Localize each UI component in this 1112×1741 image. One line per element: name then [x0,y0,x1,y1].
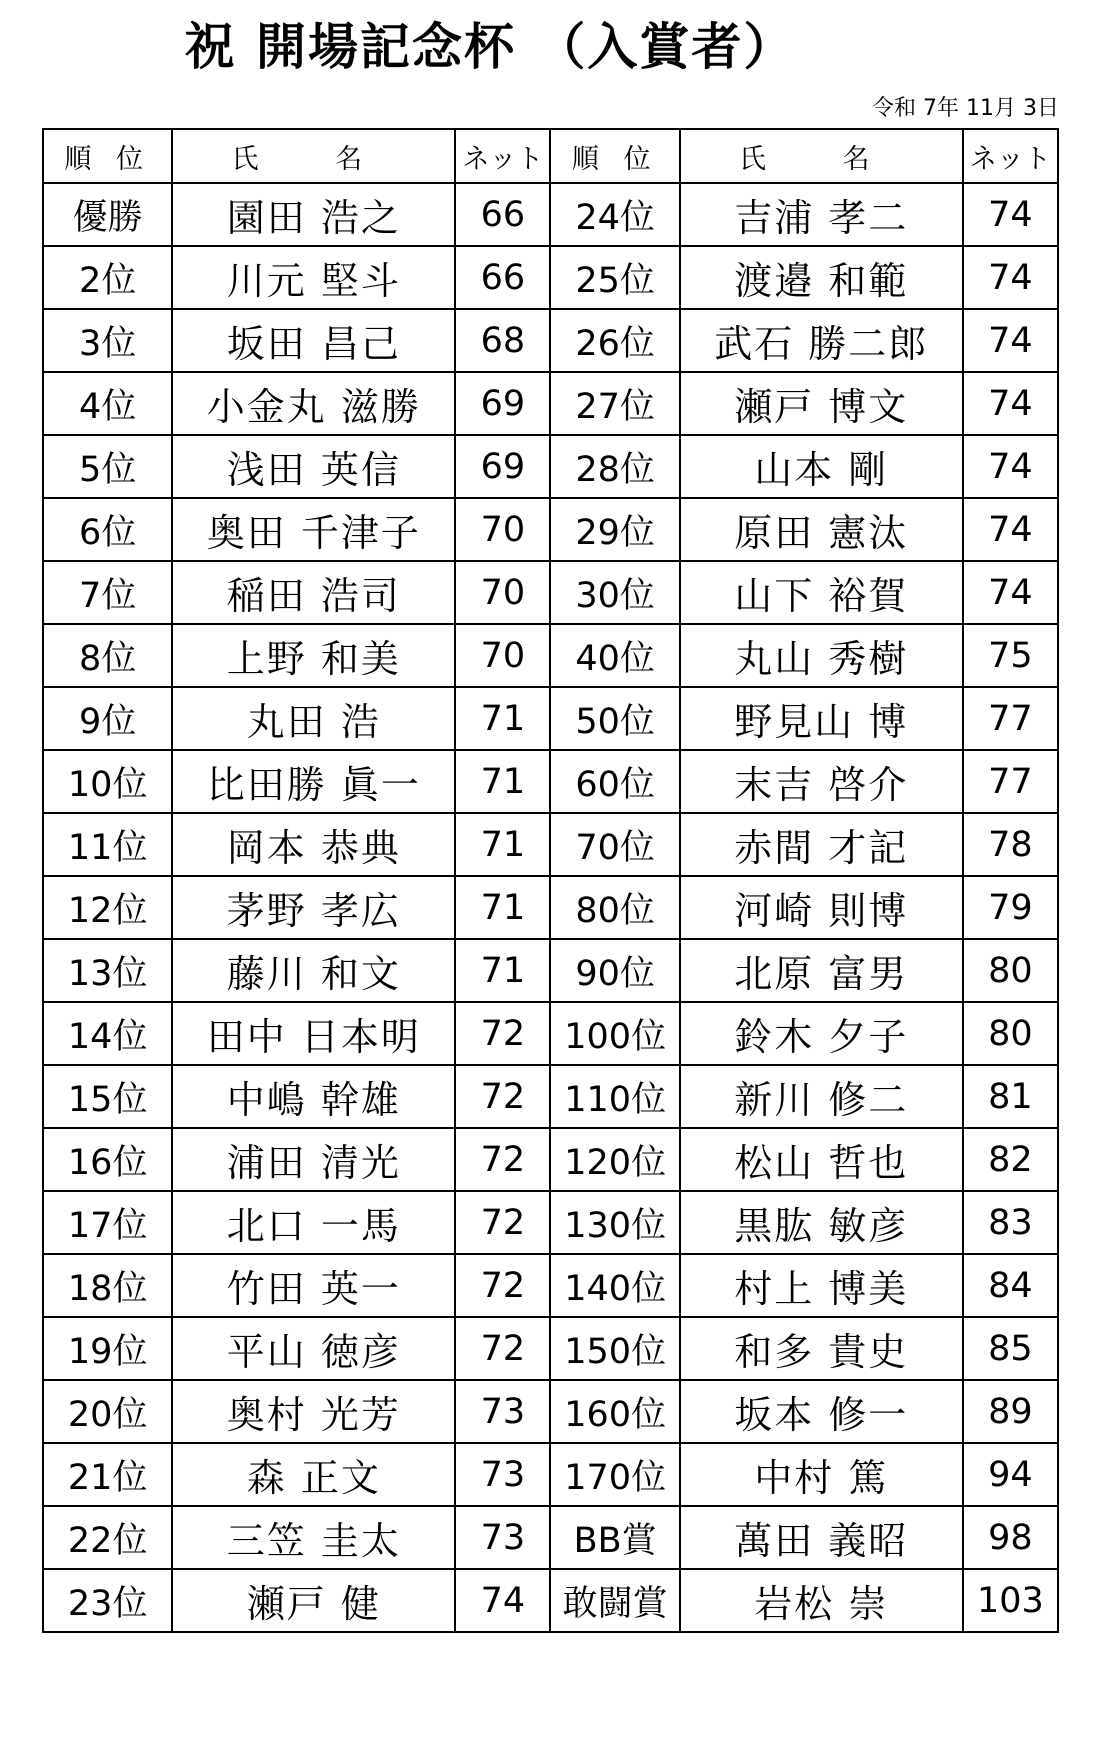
rank-cell: 3位 [43,309,172,372]
name-cell: 野見山 博 [680,687,963,750]
table-row [43,1002,1058,1065]
table-row [43,1317,1058,1380]
rank-cell: 170位 [550,1443,679,1506]
rank-cell: 26位 [550,309,679,372]
table-row [43,813,1058,876]
rank-cell: 25位 [550,246,679,309]
rank-cell: 18位 [43,1254,172,1317]
table-row [43,939,1058,1002]
rank-cell: 20位 [43,1380,172,1443]
net-score-cell: 73 [455,1380,550,1443]
name-cell: 鈴木 夕子 [680,1002,963,1065]
net-score-cell: 69 [455,435,550,498]
net-score-cell: 66 [455,183,550,246]
table-row [43,498,1058,561]
name-cell: 坂田 昌己 [172,309,455,372]
rank-cell: 敢闘賞 [550,1569,679,1632]
rank-cell: 6位 [43,498,172,561]
name-cell: 藤川 和文 [172,939,455,1002]
name-cell: 渡邉 和範 [680,246,963,309]
header-rank-left: 順 位 [43,129,172,183]
name-cell: 村上 博美 [680,1254,963,1317]
rank-cell: 11位 [43,813,172,876]
name-cell: 黒肱 敏彦 [680,1191,963,1254]
name-cell: 武石 勝二郎 [680,309,963,372]
rank-cell: 16位 [43,1128,172,1191]
table-row [43,687,1058,750]
name-cell: 浦田 清光 [172,1128,455,1191]
name-cell: 山下 裕賀 [680,561,963,624]
rank-cell: 70位 [550,813,679,876]
net-score-cell: 103 [963,1569,1058,1632]
rank-cell: 24位 [550,183,679,246]
table-row [43,750,1058,813]
results-table-body [43,183,1058,1632]
net-score-cell: 70 [455,624,550,687]
rank-cell: 29位 [550,498,679,561]
rank-cell: BB賞 [550,1506,679,1569]
name-cell: 上野 和美 [172,624,455,687]
name-cell: 森 正文 [172,1443,455,1506]
net-score-cell: 73 [455,1443,550,1506]
net-score-cell: 74 [963,561,1058,624]
name-cell: 萬田 義昭 [680,1506,963,1569]
name-cell: 茅野 孝広 [172,876,455,939]
name-cell: 三笠 圭太 [172,1506,455,1569]
rank-cell: 130位 [550,1191,679,1254]
net-score-cell: 71 [455,813,550,876]
rank-cell: 10位 [43,750,172,813]
rank-cell: 120位 [550,1128,679,1191]
table-row [43,624,1058,687]
table-row [43,1506,1058,1569]
rank-cell: 140位 [550,1254,679,1317]
net-score-cell: 74 [963,309,1058,372]
name-cell: 比田勝 眞一 [172,750,455,813]
net-score-cell: 74 [455,1569,550,1632]
rank-cell: 80位 [550,876,679,939]
rank-cell: 2位 [43,246,172,309]
net-score-cell: 74 [963,498,1058,561]
net-score-cell: 77 [963,750,1058,813]
table-row [43,876,1058,939]
net-score-cell: 73 [455,1506,550,1569]
net-score-cell: 77 [963,687,1058,750]
net-score-cell: 84 [963,1254,1058,1317]
name-cell: 和多 貴史 [680,1317,963,1380]
net-score-cell: 66 [455,246,550,309]
net-score-cell: 85 [963,1317,1058,1380]
table-row [43,1065,1058,1128]
name-cell: 岡本 恭典 [172,813,455,876]
rank-cell: 150位 [550,1317,679,1380]
rank-cell: 12位 [43,876,172,939]
net-score-cell: 72 [455,1128,550,1191]
name-cell: 奥田 千津子 [172,498,455,561]
name-cell: 川元 堅斗 [172,246,455,309]
name-cell: 丸田 浩 [172,687,455,750]
net-score-cell: 71 [455,750,550,813]
net-score-cell: 72 [455,1254,550,1317]
table-row [43,1569,1058,1632]
net-score-cell: 68 [455,309,550,372]
table-row [43,309,1058,372]
net-score-cell: 70 [455,561,550,624]
name-cell: 竹田 英一 [172,1254,455,1317]
rank-cell: 7位 [43,561,172,624]
table-row [43,1380,1058,1443]
net-score-cell: 98 [963,1506,1058,1569]
rank-cell: 優勝 [43,183,172,246]
net-score-cell: 74 [963,435,1058,498]
results-table-header [43,129,1058,183]
rank-cell: 22位 [43,1506,172,1569]
name-cell: 瀬戸 博文 [680,372,963,435]
net-score-cell: 71 [455,939,550,1002]
name-cell: 園田 浩之 [172,183,455,246]
page-title: 祝 開場記念杯 （入賞者） [184,18,796,76]
net-score-cell: 71 [455,876,550,939]
rank-cell: 90位 [550,939,679,1002]
name-cell: 赤間 才記 [680,813,963,876]
name-cell: 河崎 則博 [680,876,963,939]
net-score-cell: 78 [963,813,1058,876]
name-cell: 丸山 秀樹 [680,624,963,687]
net-score-cell: 72 [455,1317,550,1380]
name-cell: 平山 徳彦 [172,1317,455,1380]
rank-cell: 14位 [43,1002,172,1065]
rank-cell: 8位 [43,624,172,687]
net-score-cell: 72 [455,1002,550,1065]
table-row [43,183,1058,246]
net-score-cell: 75 [963,624,1058,687]
rank-cell: 4位 [43,372,172,435]
header-net-right: ネット [963,129,1058,183]
rank-cell: 100位 [550,1002,679,1065]
rank-cell: 110位 [550,1065,679,1128]
rank-cell: 19位 [43,1317,172,1380]
rank-cell: 5位 [43,435,172,498]
name-cell: 中嶋 幹雄 [172,1065,455,1128]
rank-cell: 17位 [43,1191,172,1254]
name-cell: 奥村 光芳 [172,1380,455,1443]
table-row [43,1443,1058,1506]
name-cell: 中村 篤 [680,1443,963,1506]
net-score-cell: 74 [963,246,1058,309]
rank-cell: 60位 [550,750,679,813]
name-cell: 瀬戸 健 [172,1569,455,1632]
net-score-cell: 82 [963,1128,1058,1191]
name-cell: 浅田 英信 [172,435,455,498]
name-cell: 稲田 浩司 [172,561,455,624]
table-row [43,1128,1058,1191]
name-cell: 田中 日本明 [172,1002,455,1065]
net-score-cell: 74 [963,183,1058,246]
name-cell: 吉浦 孝二 [680,183,963,246]
table-row [43,372,1058,435]
header-row [43,129,1058,183]
net-score-cell: 80 [963,1002,1058,1065]
rank-cell: 21位 [43,1443,172,1506]
header-name-left: 氏 名 [172,129,455,183]
net-score-cell: 69 [455,372,550,435]
net-score-cell: 80 [963,939,1058,1002]
table-row [43,435,1058,498]
name-cell: 北口 一馬 [172,1191,455,1254]
rank-cell: 9位 [43,687,172,750]
name-cell: 原田 憲汰 [680,498,963,561]
net-score-cell: 94 [963,1443,1058,1506]
results-table [42,128,1059,1633]
rank-cell: 27位 [550,372,679,435]
name-cell: 松山 哲也 [680,1128,963,1191]
header-rank-right: 順 位 [550,129,679,183]
net-score-cell: 72 [455,1065,550,1128]
name-cell: 小金丸 滋勝 [172,372,455,435]
rank-cell: 23位 [43,1569,172,1632]
net-score-cell: 79 [963,876,1058,939]
header-net-left: ネット [455,129,550,183]
rank-cell: 50位 [550,687,679,750]
net-score-cell: 83 [963,1191,1058,1254]
name-cell: 山本 剛 [680,435,963,498]
table-row [43,1191,1058,1254]
net-score-cell: 70 [455,498,550,561]
rank-cell: 40位 [550,624,679,687]
rank-cell: 28位 [550,435,679,498]
name-cell: 末吉 啓介 [680,750,963,813]
table-row [43,1254,1058,1317]
rank-cell: 13位 [43,939,172,1002]
rank-cell: 30位 [550,561,679,624]
name-cell: 坂本 修一 [680,1380,963,1443]
rank-cell: 160位 [550,1380,679,1443]
name-cell: 岩松 崇 [680,1569,963,1632]
net-score-cell: 72 [455,1191,550,1254]
table-row [43,246,1058,309]
net-score-cell: 71 [455,687,550,750]
header-name-right: 氏 名 [680,129,963,183]
name-cell: 新川 修二 [680,1065,963,1128]
table-row [43,561,1058,624]
net-score-cell: 81 [963,1065,1058,1128]
name-cell: 北原 富男 [680,939,963,1002]
net-score-cell: 89 [963,1380,1058,1443]
net-score-cell: 74 [963,372,1058,435]
rank-cell: 15位 [43,1065,172,1128]
event-date: 令和 7年 11月 3日 [872,96,1059,121]
